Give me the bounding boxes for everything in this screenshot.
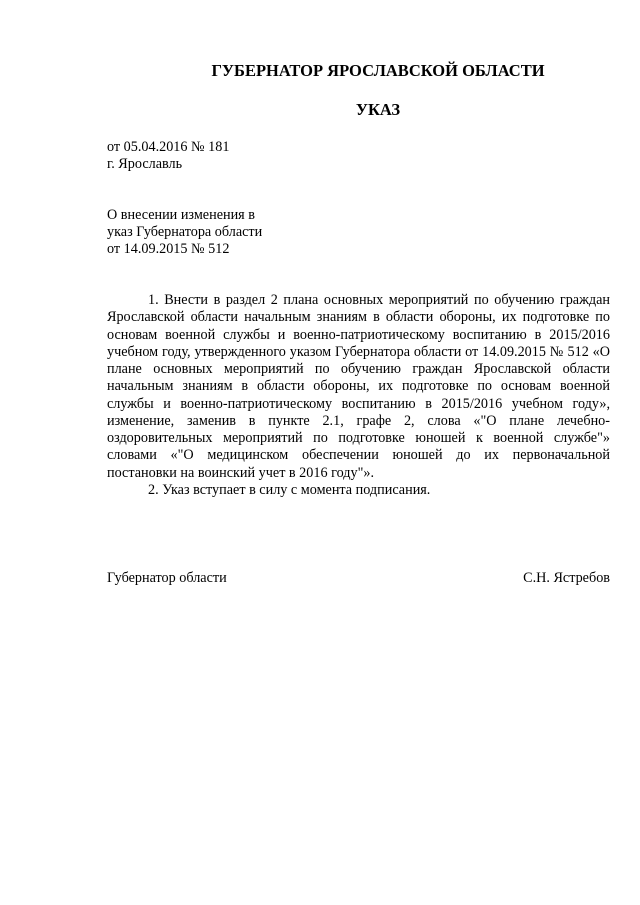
date-number: от 05.04.2016 № 181	[107, 139, 230, 155]
signature-block	[107, 570, 610, 587]
subject-line: О внесении изменения в	[107, 207, 255, 223]
subject-line: указ Губернатора области	[107, 224, 263, 240]
paragraph-2: 2. Указ вступает в силу с момента подписания.	[148, 481, 431, 498]
subject-line: от 14.09.2015 № 512	[107, 241, 230, 257]
decree-body	[107, 292, 610, 499]
issuing-authority-heading: ГУБЕРНАТОР ЯРОСЛАВСКОЙ ОБЛАСТИ	[211, 61, 545, 80]
document-type-heading: УКАЗ	[355, 100, 401, 119]
city: г. Ярославль	[107, 156, 183, 172]
subject-block	[107, 207, 262, 258]
signatory-name: С.Н. Ястребов	[523, 570, 610, 586]
date-place-block	[107, 139, 229, 173]
paragraph-1: 1. Внести в раздел 2 плана основных мероприятий по обучению граждан Ярославской области начальным знаниям в области обороны, их подготовке по основам военной службы и военно-патриотическому воспитанию в 2015/2016 учебном году, утвержденного указом Губернатора области от 14.09.2015 № 512 «О плане основных мероприятий по обучению граждан Ярославской области начальным знаниям в области обороны, их подготовке по основам военной службы и военно-патриотическому воспитанию в 2015/2016 учебном году», изменение, заменив в пункте 2.1, графе 2, слова «"О плане лечебно-оздоровительных мероприятий по подготовке юношей к военной службе"» словами «"О медицинском обеспечении юношей до их первоначальной постановки на воинский учет в 2016 году"».	[107, 292, 610, 481]
signatory-title: Губернатор области	[107, 570, 227, 586]
